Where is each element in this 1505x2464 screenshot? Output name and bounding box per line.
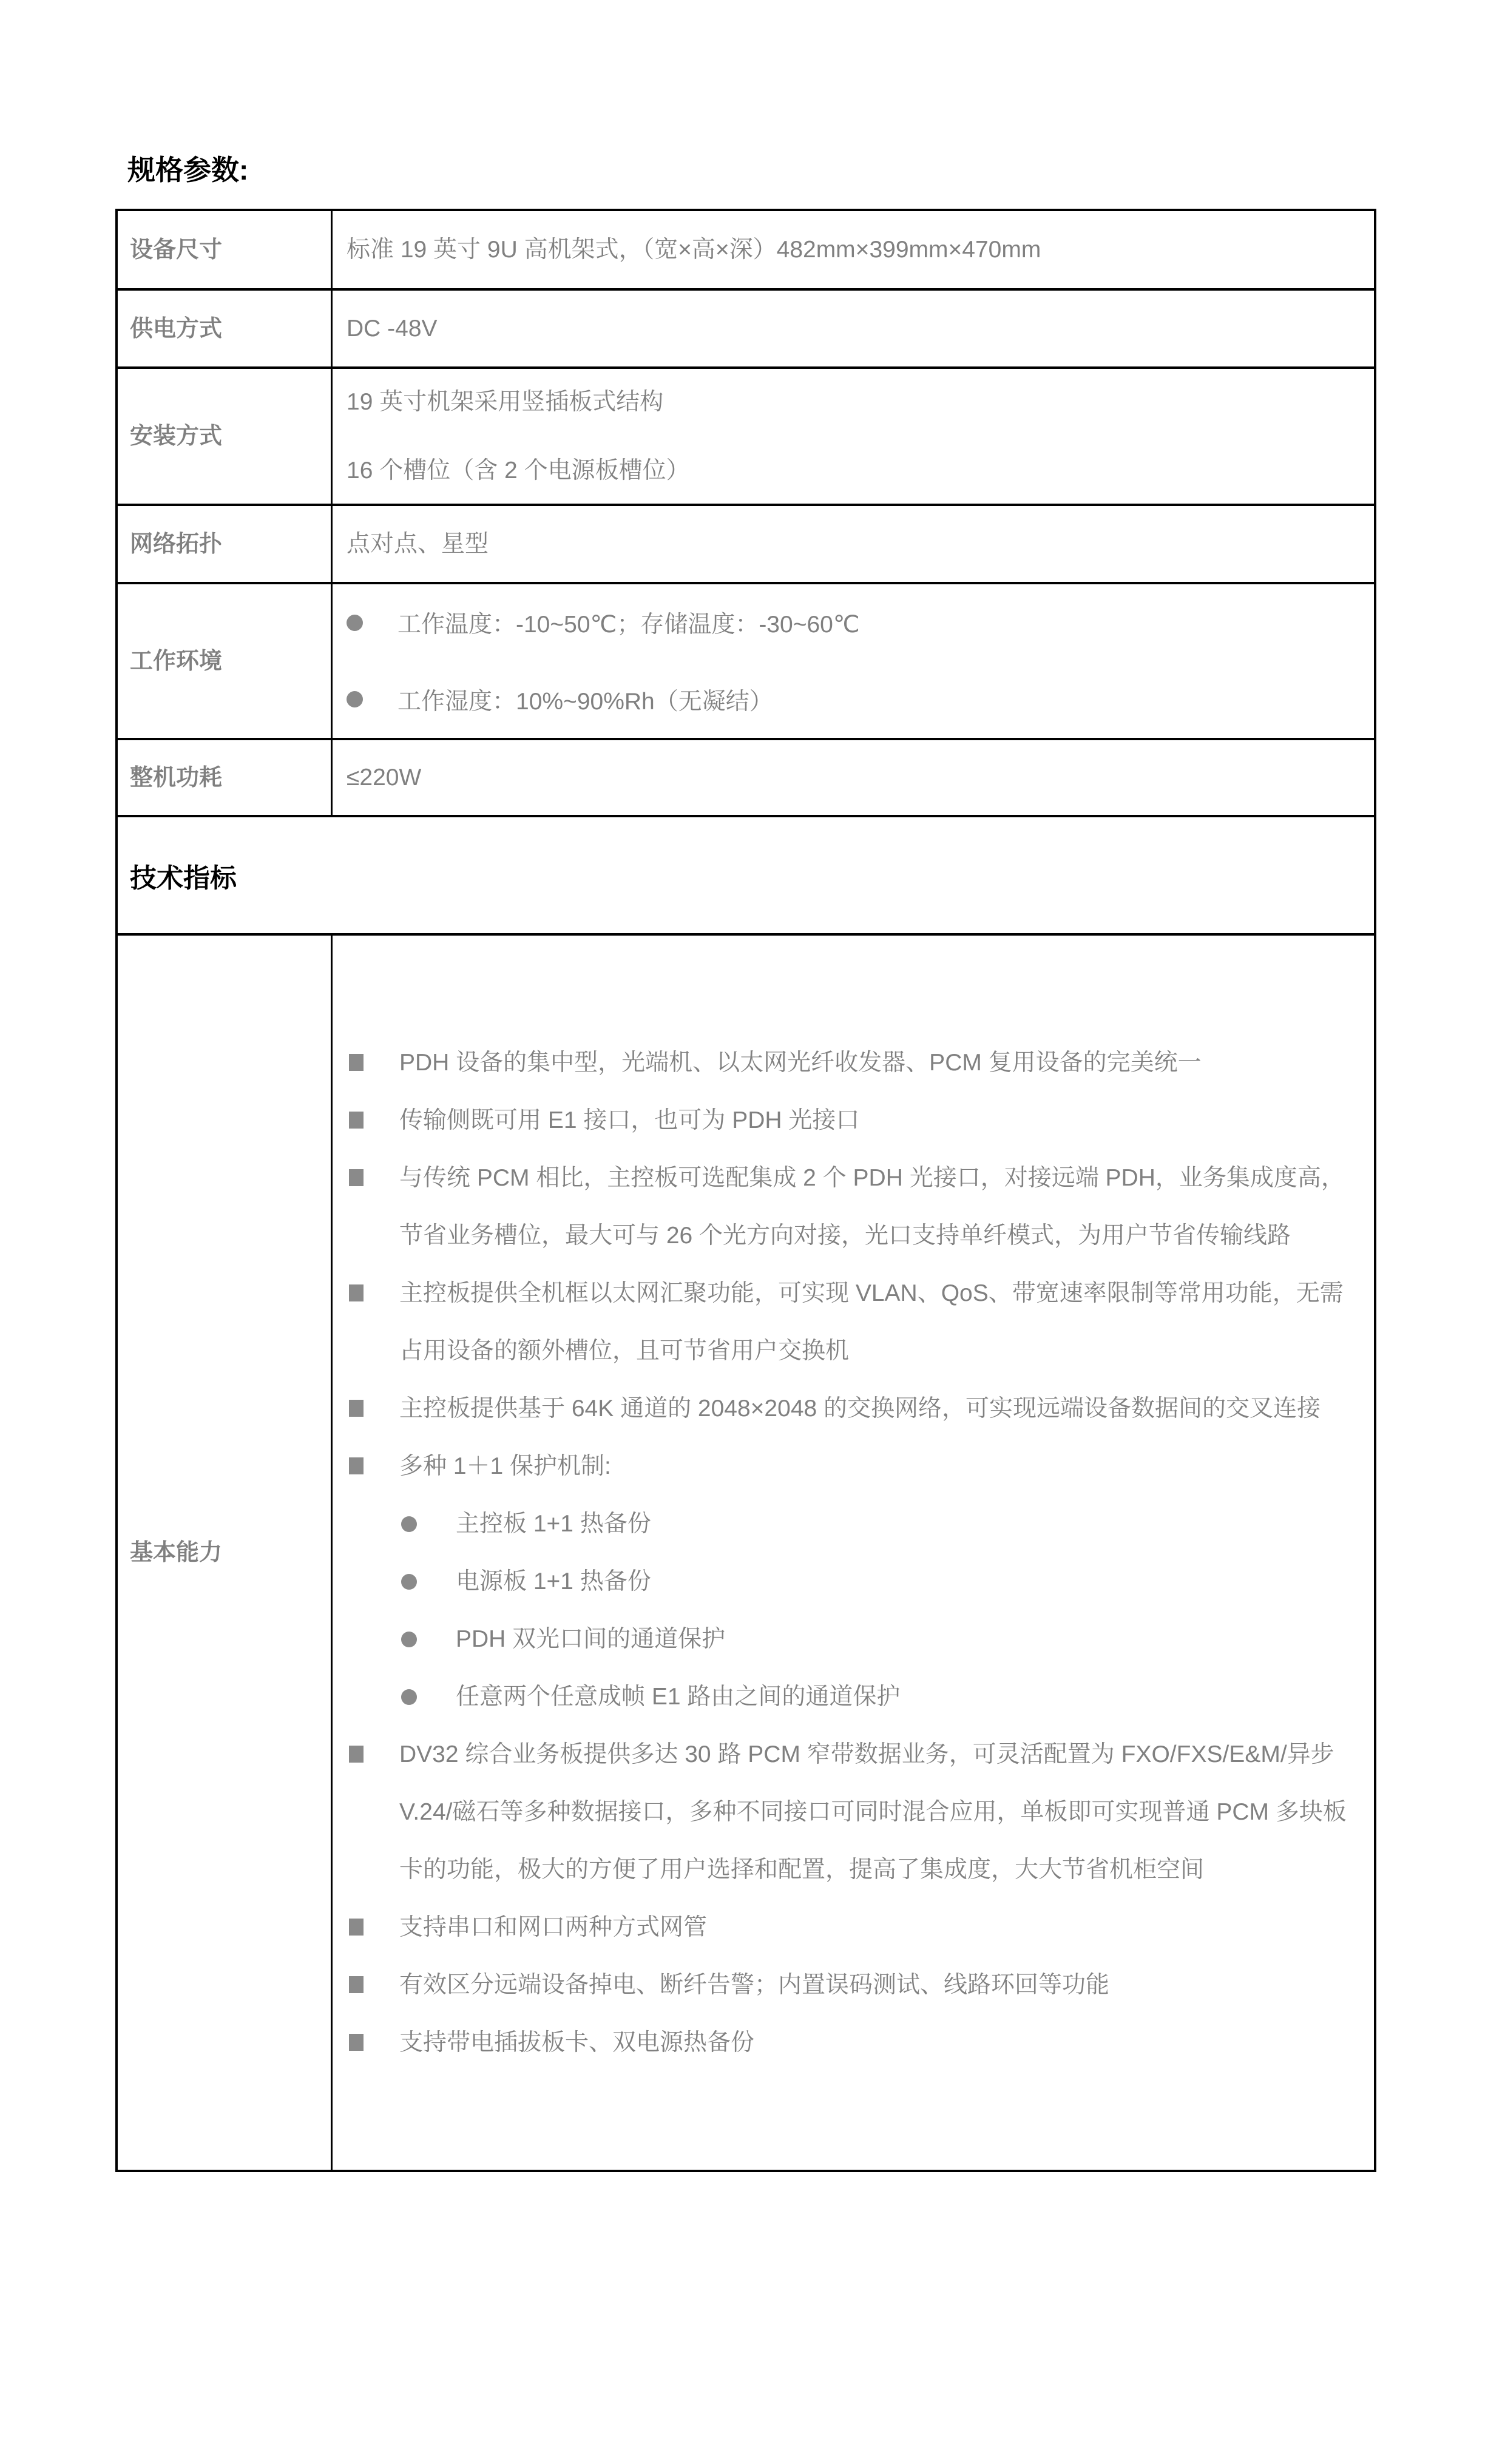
page-title: 规格参数:: [127, 154, 249, 186]
bullet-text: 工作湿度：10%~90%Rh（无凝结）: [397, 688, 773, 715]
row-label: 网络拓扑: [118, 506, 333, 582]
content-line: 19 英寸机架采用竖插板式结构: [347, 389, 664, 415]
table-row: [118, 211, 1374, 291]
circle-bullet-icon: [347, 691, 363, 707]
list-item-text: 主控板提供基于 64K 通道的 2048×2048 的交换网络，可实现远端设备数据间的交叉连接: [399, 1396, 1321, 1422]
bullet-line: [347, 661, 1374, 738]
row-content: [333, 506, 1374, 582]
row-label: 整机功耗: [118, 740, 333, 815]
square-bullet-icon: [349, 1400, 364, 1417]
table-row: [118, 369, 1374, 506]
list-item: [333, 1092, 1350, 1149]
bullet-text: 工作温度：-10~50℃；存储温度：-30~60℃: [397, 612, 860, 638]
circle-bullet-icon: [347, 615, 363, 631]
sub-list-item: [333, 1668, 1350, 1726]
table-row: [118, 506, 1374, 584]
row-content: [333, 211, 1374, 288]
list-item-text: 支持带电插拔板卡、双电源热备份: [399, 2030, 755, 2056]
list-item: [333, 1264, 1350, 1380]
table-row: [118, 291, 1374, 369]
row-label: 供电方式: [118, 291, 333, 366]
list-item-text: DV32 综合业务板提供多达 30 路 PCM 窄带数据业务，可灵活配置为 FXO/FXS/E&M/异步 V.24/磁石等多种数据接口，多种不同接口可同时混合应用，单板即可实现普通 PCM 多块板卡的功能，极大的方便了用户选择和配置，提高了集成度，大大节省机柜空间: [399, 1741, 1347, 1883]
list-item-text: PDH 设备的集中型，光端机、以太网光纤收发器、PCM 复用设备的完美统一: [399, 1050, 1202, 1076]
spec-table: [115, 209, 1376, 2172]
square-bullet-icon: [349, 1976, 364, 1993]
row-content: [333, 740, 1374, 815]
circle-bullet-icon: [401, 1574, 417, 1590]
table-row: [118, 740, 1374, 817]
list-item-text: 与传统 PCM 相比，主控板可选配集成 2 个 PDH 光接口，对接远端 PDH，业务集成度高，节省业务槽位，最大可与 26 个光方向对接，光口支持单纤模式，为用户节省传输线路: [399, 1165, 1345, 1249]
list-item: [333, 1437, 1350, 1495]
square-bullet-icon: [349, 1054, 364, 1071]
row-content: [333, 369, 1374, 504]
sub-list-item-text: 任意两个任意成帧 E1 路由之间的通道保护: [456, 1684, 901, 1710]
sub-list-item: [333, 1553, 1350, 1610]
capabilities-row: [118, 936, 1374, 2170]
content-line: DC -48V: [347, 316, 438, 342]
row-content: [333, 584, 1374, 738]
list-item: [333, 1149, 1350, 1264]
square-bullet-icon: [349, 1457, 364, 1474]
list-item: [333, 1899, 1350, 1956]
sub-list-item-text: PDH 双光口间的通道保护: [456, 1626, 726, 1652]
content-line: ≤220W: [347, 765, 422, 791]
list-item-text: 有效区分远端设备掉电、断纤告警；内置误码测试、线路环回等功能: [399, 1972, 1110, 1998]
section-heading-row: [118, 817, 1374, 936]
list-item-text: 主控板提供全机框以太网汇聚功能，可实现 VLAN、QoS、带宽速率限制等常用功能，无需占用设备的额外槽位，且可节省用户交换机: [399, 1280, 1344, 1364]
list-item: [333, 2014, 1350, 2071]
bullet-line: [347, 584, 1374, 661]
sub-list-item-text: 电源板 1+1 热备份: [456, 1568, 651, 1595]
capabilities-label: 基本能力: [118, 936, 333, 2170]
row-label: 安装方式: [118, 369, 333, 504]
square-bullet-icon: [349, 1746, 364, 1763]
list-item-text: 传输侧既可用 E1 接口，也可为 PDH 光接口: [399, 1107, 860, 1133]
list-item-text: 支持串口和网口两种方式网管: [399, 1914, 708, 1940]
content-line: 标准 19 英寸 9U 高机架式，（宽×高×深）482mm×399mm×470mm: [347, 237, 1041, 263]
sub-list-item-text: 主控板 1+1 热备份: [456, 1511, 651, 1537]
capabilities-list: [333, 936, 1374, 2170]
square-bullet-icon: [349, 1284, 364, 1301]
square-bullet-icon: [349, 1112, 364, 1129]
circle-bullet-icon: [401, 1516, 417, 1532]
list-item: [333, 1380, 1350, 1437]
list-item: [333, 1956, 1350, 2014]
content-line: 16 个槽位（含 2 个电源板槽位）: [347, 457, 690, 484]
list-item-text: 多种 1＋1 保护机制:: [399, 1453, 611, 1479]
list-item: [333, 1034, 1350, 1092]
square-bullet-icon: [349, 1919, 364, 1936]
sub-list-item: [333, 1495, 1350, 1553]
row-content: [333, 291, 1374, 366]
square-bullet-icon: [349, 2034, 364, 2051]
circle-bullet-icon: [401, 1632, 417, 1647]
document-page: [0, 153, 1505, 2172]
sub-list-item: [333, 1610, 1350, 1668]
table-row: [118, 584, 1374, 740]
content-line: 点对点、星型: [347, 531, 489, 557]
circle-bullet-icon: [401, 1689, 417, 1705]
row-label: 工作环境: [118, 584, 333, 738]
section-title: 技术指标: [130, 863, 237, 893]
row-label: 设备尺寸: [118, 211, 333, 288]
list-item: [333, 1726, 1350, 1899]
square-bullet-icon: [349, 1169, 364, 1186]
